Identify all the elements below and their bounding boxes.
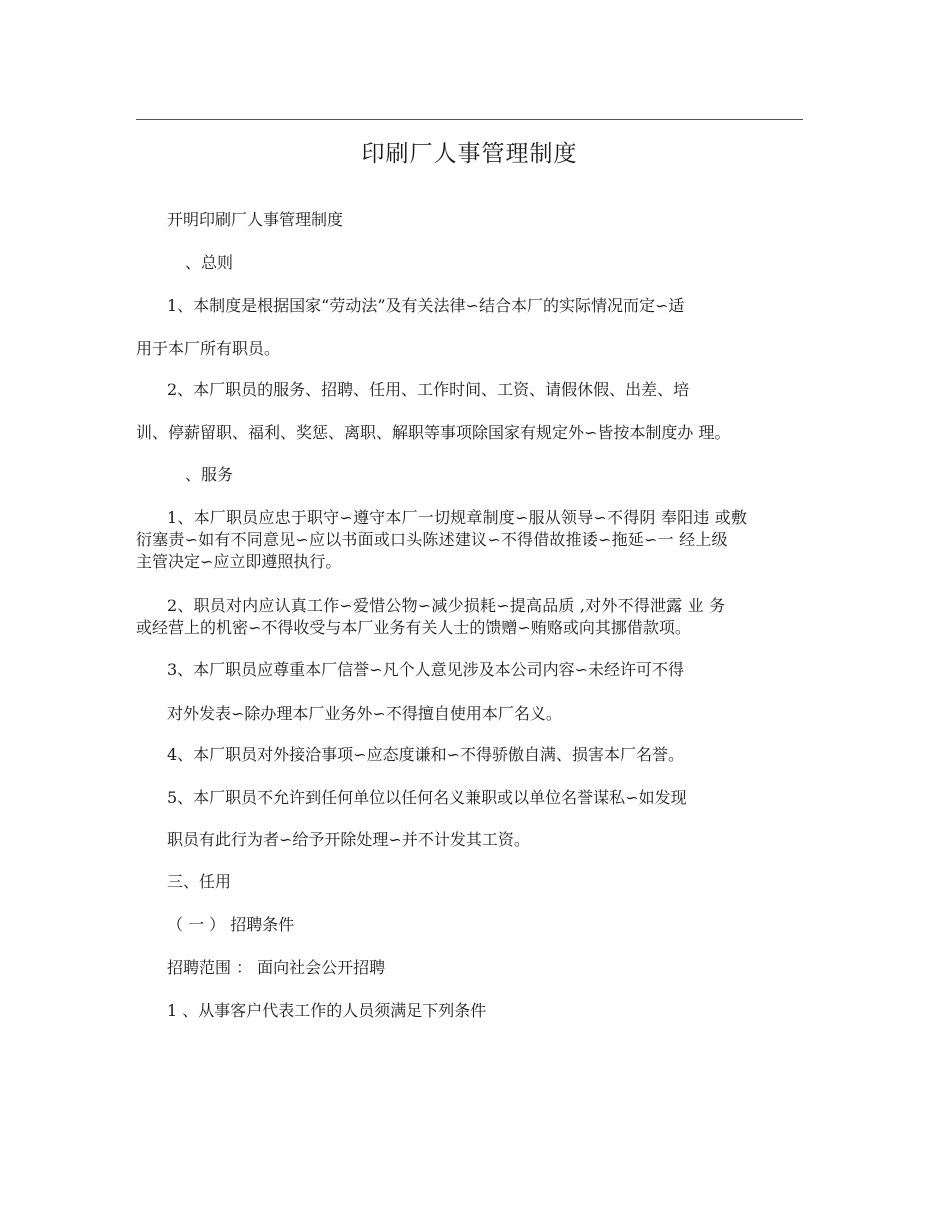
paragraph-line: 1、本厂职员应忠于职守∽遵守本厂一切规章制度∽服从领导∽不得阴 奉阳违 或敷 xyxy=(167,508,748,527)
paragraph-line: 4、本厂职员对外接洽事项∽应态度谦和∽不得骄傲自满、损害本厂名誉。 xyxy=(167,745,684,764)
section-heading-appointment: 三、任用 xyxy=(167,872,232,891)
subsection-heading: （ 一 ） 招聘条件 xyxy=(167,915,295,934)
paragraph-line: 2、职员对内应认真工作∽爱惜公物∽减少损耗∽提高品质 ,对外不得泄露 业 务 xyxy=(167,596,726,615)
paragraph-line: 3、本厂职员应尊重本厂信誉∽凡个人意见涉及本公司内容∽未经许可不得 xyxy=(167,660,684,679)
document-title: 印刷厂人事管理制度 xyxy=(361,141,578,167)
paragraph-line: 5、本厂职员不允许到任何单位以任何名义兼职或以单位名誉谋私∽如发现 xyxy=(167,788,687,807)
paragraph-line: 训、停薪留职、福利、奖惩、离职、解职等事项除国家有规定外∽皆按本制度办 理。 xyxy=(136,423,731,442)
paragraph-line: 职员有此行为者∽给予开除处理∽并不计发其工资。 xyxy=(167,830,530,849)
section-heading-service: 、服务 xyxy=(185,465,234,484)
paragraph-line: 1、本制度是根据国家“劳动法”及有关法律∽结合本厂的实际情况而定∽适 xyxy=(167,296,685,315)
paragraph-line: 对外发表∽除办理本厂业务外∽不得擅自使用本厂名义。 xyxy=(167,704,562,723)
paragraph-line: 用于本厂所有职员。 xyxy=(136,339,281,358)
paragraph-line: 或经营上的机密∽不得收受与本厂业务有关人士的馈赠∽贿赂或向其挪借款项。 xyxy=(136,618,691,637)
subtitle-line: 开明印刷厂人事管理制度 xyxy=(167,210,344,229)
header-rule xyxy=(136,119,803,120)
section-heading-general: 、总则 xyxy=(185,253,234,272)
paragraph-line: 主管决定∽应立即遵照执行。 xyxy=(136,552,342,571)
paragraph-line: 衍塞责∽如有不同意见∽应以书面或口头陈述建议∽不得借故推诿∽拖延∽一 经上级 xyxy=(136,530,728,549)
paragraph-line: 招聘范围 ： 面向社会公开招聘 xyxy=(167,958,386,977)
paragraph-line: 1 、从事客户代表工作的人员须满足下列条件 xyxy=(167,1001,487,1020)
paragraph-line: 2、本厂职员的服务、招聘、任用、工作时间、工资、请假休假、出差、培 xyxy=(167,380,690,399)
